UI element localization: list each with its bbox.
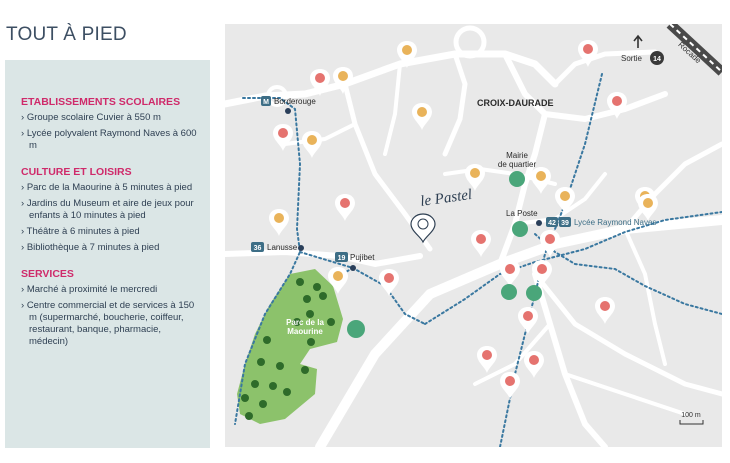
list-item: › Centre commercial et de services à 150 m (supermarché, boucherie, coiffeur, restaurant, banque, pharmacie, médecin) <box>21 300 200 348</box>
scale-bar <box>680 412 703 424</box>
lanusse-label: Lanusse <box>267 243 298 252</box>
scale-label: 100 m <box>681 412 701 419</box>
la-poste-label: La Poste <box>506 209 538 218</box>
section-title: SERVICES <box>21 268 74 280</box>
sortie-label: Sortie <box>621 54 642 63</box>
park-label-line1: Parc de la <box>286 318 324 327</box>
park-label-line2: Maourine <box>287 327 323 336</box>
stop-lanusse[interactable] <box>251 242 304 252</box>
neighborhood-map[interactable] <box>225 24 722 447</box>
list-item: › Jardins du Museum et aire de jeux pour enfants à 10 minutes à pied <box>21 198 200 222</box>
le-pastel-logo <box>411 187 473 242</box>
pujibet-number: 19 <box>337 255 346 262</box>
page-title: TOUT À PIED <box>6 24 127 45</box>
mairie-label-line2: de quartier <box>497 160 537 169</box>
lanusse-number: 36 <box>253 245 262 252</box>
info-panel <box>5 60 210 448</box>
bus-42-number: 42 <box>548 220 556 227</box>
district-label: CROIX-DAURADE <box>477 98 554 108</box>
stop-borderouge[interactable] <box>261 96 316 114</box>
section-services <box>21 268 200 348</box>
list-item: › Marché à proximité le mercredi <box>21 284 200 296</box>
rocade-label: Rocade <box>676 40 703 66</box>
lycee-label: Lycée Raymond Naves <box>574 218 657 227</box>
list-item: › Groupe scolaire Cuvier à 550 m <box>21 112 200 124</box>
list-item: › Lycée polyvalent Raymond Naves à 600 m <box>21 128 200 152</box>
mairie-label-line1: Mairie <box>506 151 528 160</box>
section-title: CULTURE ET LOISIRS <box>21 166 132 178</box>
sortie-number: 14 <box>653 56 661 63</box>
list-item: › Théâtre à 6 minutes à pied <box>21 226 200 238</box>
list-item: › Bibliothèque à 7 minutes à pied <box>21 242 200 254</box>
borderouge-label: Borderouge <box>274 97 316 106</box>
metro-icon: M <box>263 99 269 106</box>
logo-text: le Pastel <box>419 186 474 210</box>
pujibet-label: Pujibet <box>350 253 375 262</box>
section-culture <box>21 166 200 254</box>
list-item: › Parc de la Maourine à 5 minutes à pied <box>21 182 200 194</box>
section-title: ETABLISSEMENTS SCOLAIRES <box>21 96 181 108</box>
section-schools <box>21 96 200 152</box>
stop-la-poste[interactable] <box>536 217 656 227</box>
bus-39-number: 39 <box>561 220 569 227</box>
